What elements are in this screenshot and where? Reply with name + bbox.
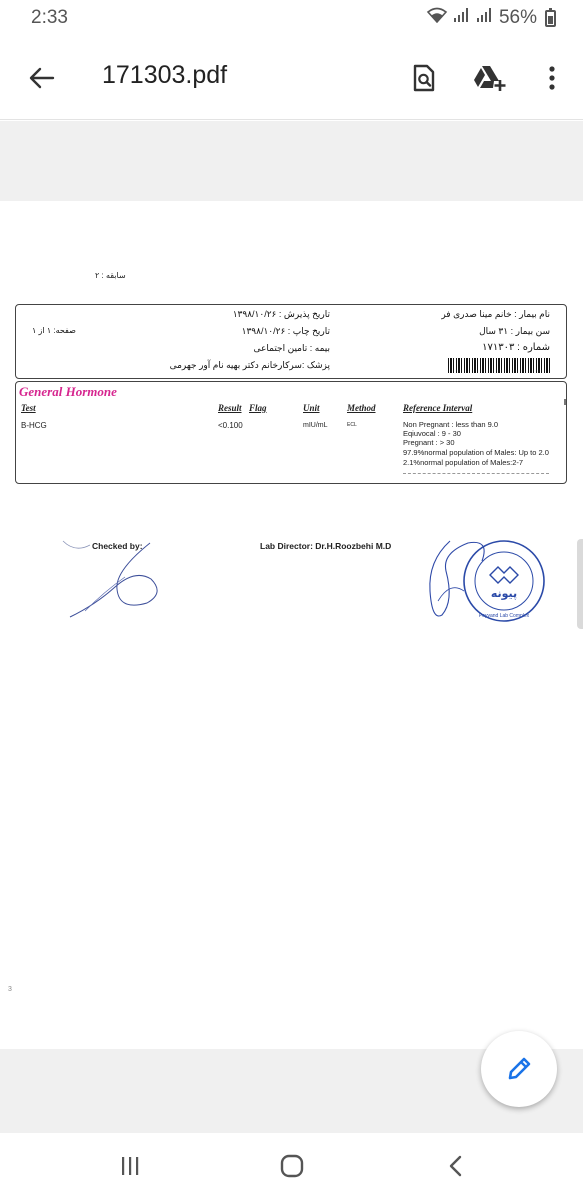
signal-icon-1 [453,7,471,29]
find-in-page-icon [413,64,435,92]
history-label: سابقه : ۲ [95,271,126,280]
lab-director-label: Lab Director: Dr.H.Roozbehi M.D [260,541,392,551]
back-button[interactable] [20,56,64,100]
back-icon [448,1155,464,1177]
section-title: General Hormone [19,384,117,399]
wifi-icon [426,7,448,29]
battery-percent: 56% [498,7,537,28]
patient-info-box [15,304,567,379]
cell-method: ECL [347,422,357,428]
print-date: تاریخ چاپ : ۱۳۹۸/۱۰/۲۶ [241,326,330,336]
home-icon [279,1153,305,1179]
app-bar [0,36,583,120]
add-to-drive-button[interactable] [468,56,512,100]
signal-icon-2 [476,7,494,29]
patient-age: سن بیمار : ۳۱ سال [479,326,550,336]
results-box [15,381,567,484]
patient-name: نام بیمار : خانم مینا صدری فر [441,309,550,319]
doctor: پزشک :سرکارخانم دکتر بهیه نام آور جهرمی [169,360,330,370]
find-in-page-button[interactable] [402,56,446,100]
cell-test: B-HCG [21,421,47,430]
file-title: 171303.pdf [102,61,228,89]
checked-by-label: Checked by: [92,541,143,551]
nav-back-button[interactable] [438,1151,474,1181]
corner-tick [564,399,566,405]
reference-line: 2.1%normal population of Males:2-7 [403,458,524,467]
col-reference: Reference Interval [403,403,473,413]
reference-divider [403,473,549,474]
more-vertical-icon [549,66,555,90]
col-unit: Unit [303,403,320,413]
insurance: بیمه : تامین اجتماعی [253,343,330,353]
barcode [448,358,550,373]
add-to-drive-icon [473,64,507,92]
cell-unit: mIU/mL [303,422,328,429]
patient-number: شماره : ۱۷۱۳۰۳ [482,342,550,353]
page-number: 3 [8,986,12,993]
edit-pencil-icon [506,1056,532,1082]
back-arrow-icon [29,67,55,89]
page-info: صفحه: ۱ از ۱ [32,326,76,335]
status-bar [0,0,583,36]
recents-button[interactable] [112,1151,148,1181]
reference-line: Non Pregnant : less than 9.0 [403,420,499,429]
battery-icon [545,10,556,27]
scrollbar-thumb[interactable] [577,539,583,629]
stamp-logo: پیونه [490,587,518,600]
col-result: Result [218,403,242,413]
admission-date: تاریخ پذیرش : ۱۳۹۸/۱۰/۲۶ [232,309,330,319]
reference-line: 97.9%normal population of Males: Up to 2.0 [403,448,549,457]
reference-line: Eqiuvocal : 9 - 30 [403,429,461,438]
stamp-text: Peyvand Lab Complex [478,613,530,619]
cell-result: <0.100 [218,421,243,430]
more-options-button[interactable] [530,56,574,100]
pdf-viewer[interactable] [0,121,583,1133]
edit-button[interactable] [481,1031,557,1107]
col-test: Test [21,403,36,413]
reference-line: Pregnant : > 30 [403,438,455,447]
col-flag: Flag [249,403,267,413]
lab-stamp-logo [460,537,548,625]
col-method: Method [347,403,376,413]
pdf-page[interactable] [0,201,583,1049]
navigation-bar [0,1133,583,1200]
status-time: 2:33 [31,7,68,28]
status-indicators [426,7,556,29]
home-button[interactable] [274,1151,310,1181]
recents-icon [119,1155,141,1177]
